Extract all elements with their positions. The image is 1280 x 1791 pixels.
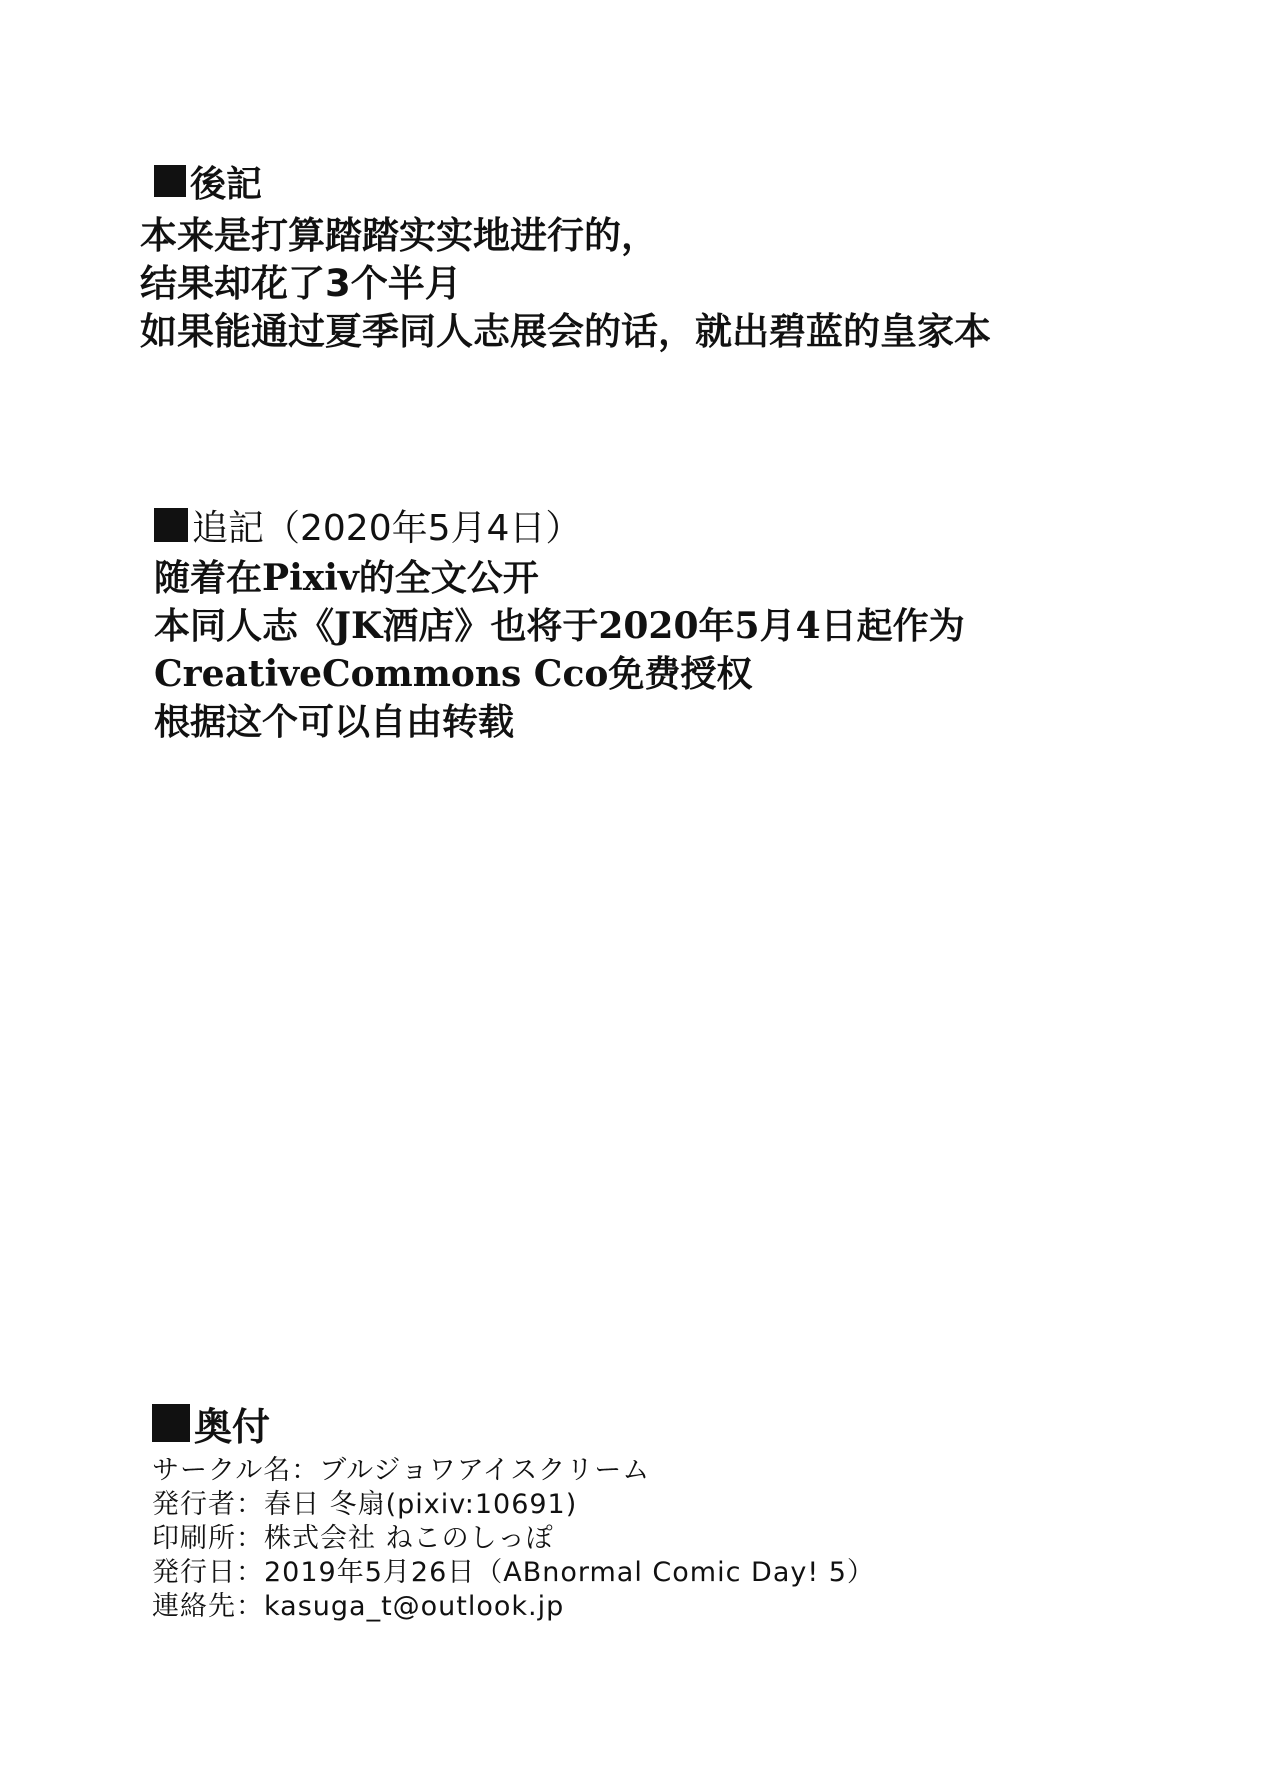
postscript-line: 本同人志《JK酒店》也将于2020年5月4日起作为 [154, 605, 965, 647]
afterword-heading [154, 158, 991, 204]
postscript-line: 随着在Pixiv的全文公开 [154, 557, 539, 599]
afterword-body [140, 212, 991, 356]
afterword-section [140, 158, 991, 356]
black-square-bullet-icon [154, 508, 188, 542]
black-square-bullet-icon [154, 165, 186, 197]
afterword-line: 如果能通过夏季同人志展会的话，就出碧蓝的皇家本 [140, 310, 991, 353]
black-square-bullet-icon [152, 1404, 190, 1442]
afterword-line: 结果却花了3个半月 [140, 262, 462, 305]
postscript-heading-text: 追記（2020年5月4日） [192, 507, 582, 549]
colophon-contact: 連絡先：kasuga_t@outlook.jp [152, 1591, 565, 1622]
colophon-body [152, 1454, 875, 1624]
postscript-line: CreativeCommons Cco免费授权 [154, 653, 753, 695]
postscript-heading [154, 500, 965, 550]
colophon-publisher: 発行者：春日 冬扇(pixiv:10691) [152, 1489, 578, 1520]
colophon-publish-date: 発行日：2019年5月26日（ABnormal Comic Day! 5） [152, 1557, 875, 1588]
colophon-heading [152, 1398, 875, 1448]
colophon-printer: 印刷所：株式会社 ねこのしっぽ [152, 1523, 554, 1554]
colophon-section [152, 1398, 875, 1624]
colophon-heading-text: 奥付 [194, 1404, 271, 1449]
afterword-heading-text: 後記 [190, 163, 263, 205]
postscript-section [154, 500, 965, 746]
afterword-line: 本来是打算踏踏实实地进行的， [140, 214, 658, 257]
postscript-line: 根据这个可以自由转载 [154, 701, 515, 743]
postscript-body [154, 554, 965, 746]
colophon-circle-name: サークル名：ブルジョワアイスクリーム [152, 1455, 651, 1486]
